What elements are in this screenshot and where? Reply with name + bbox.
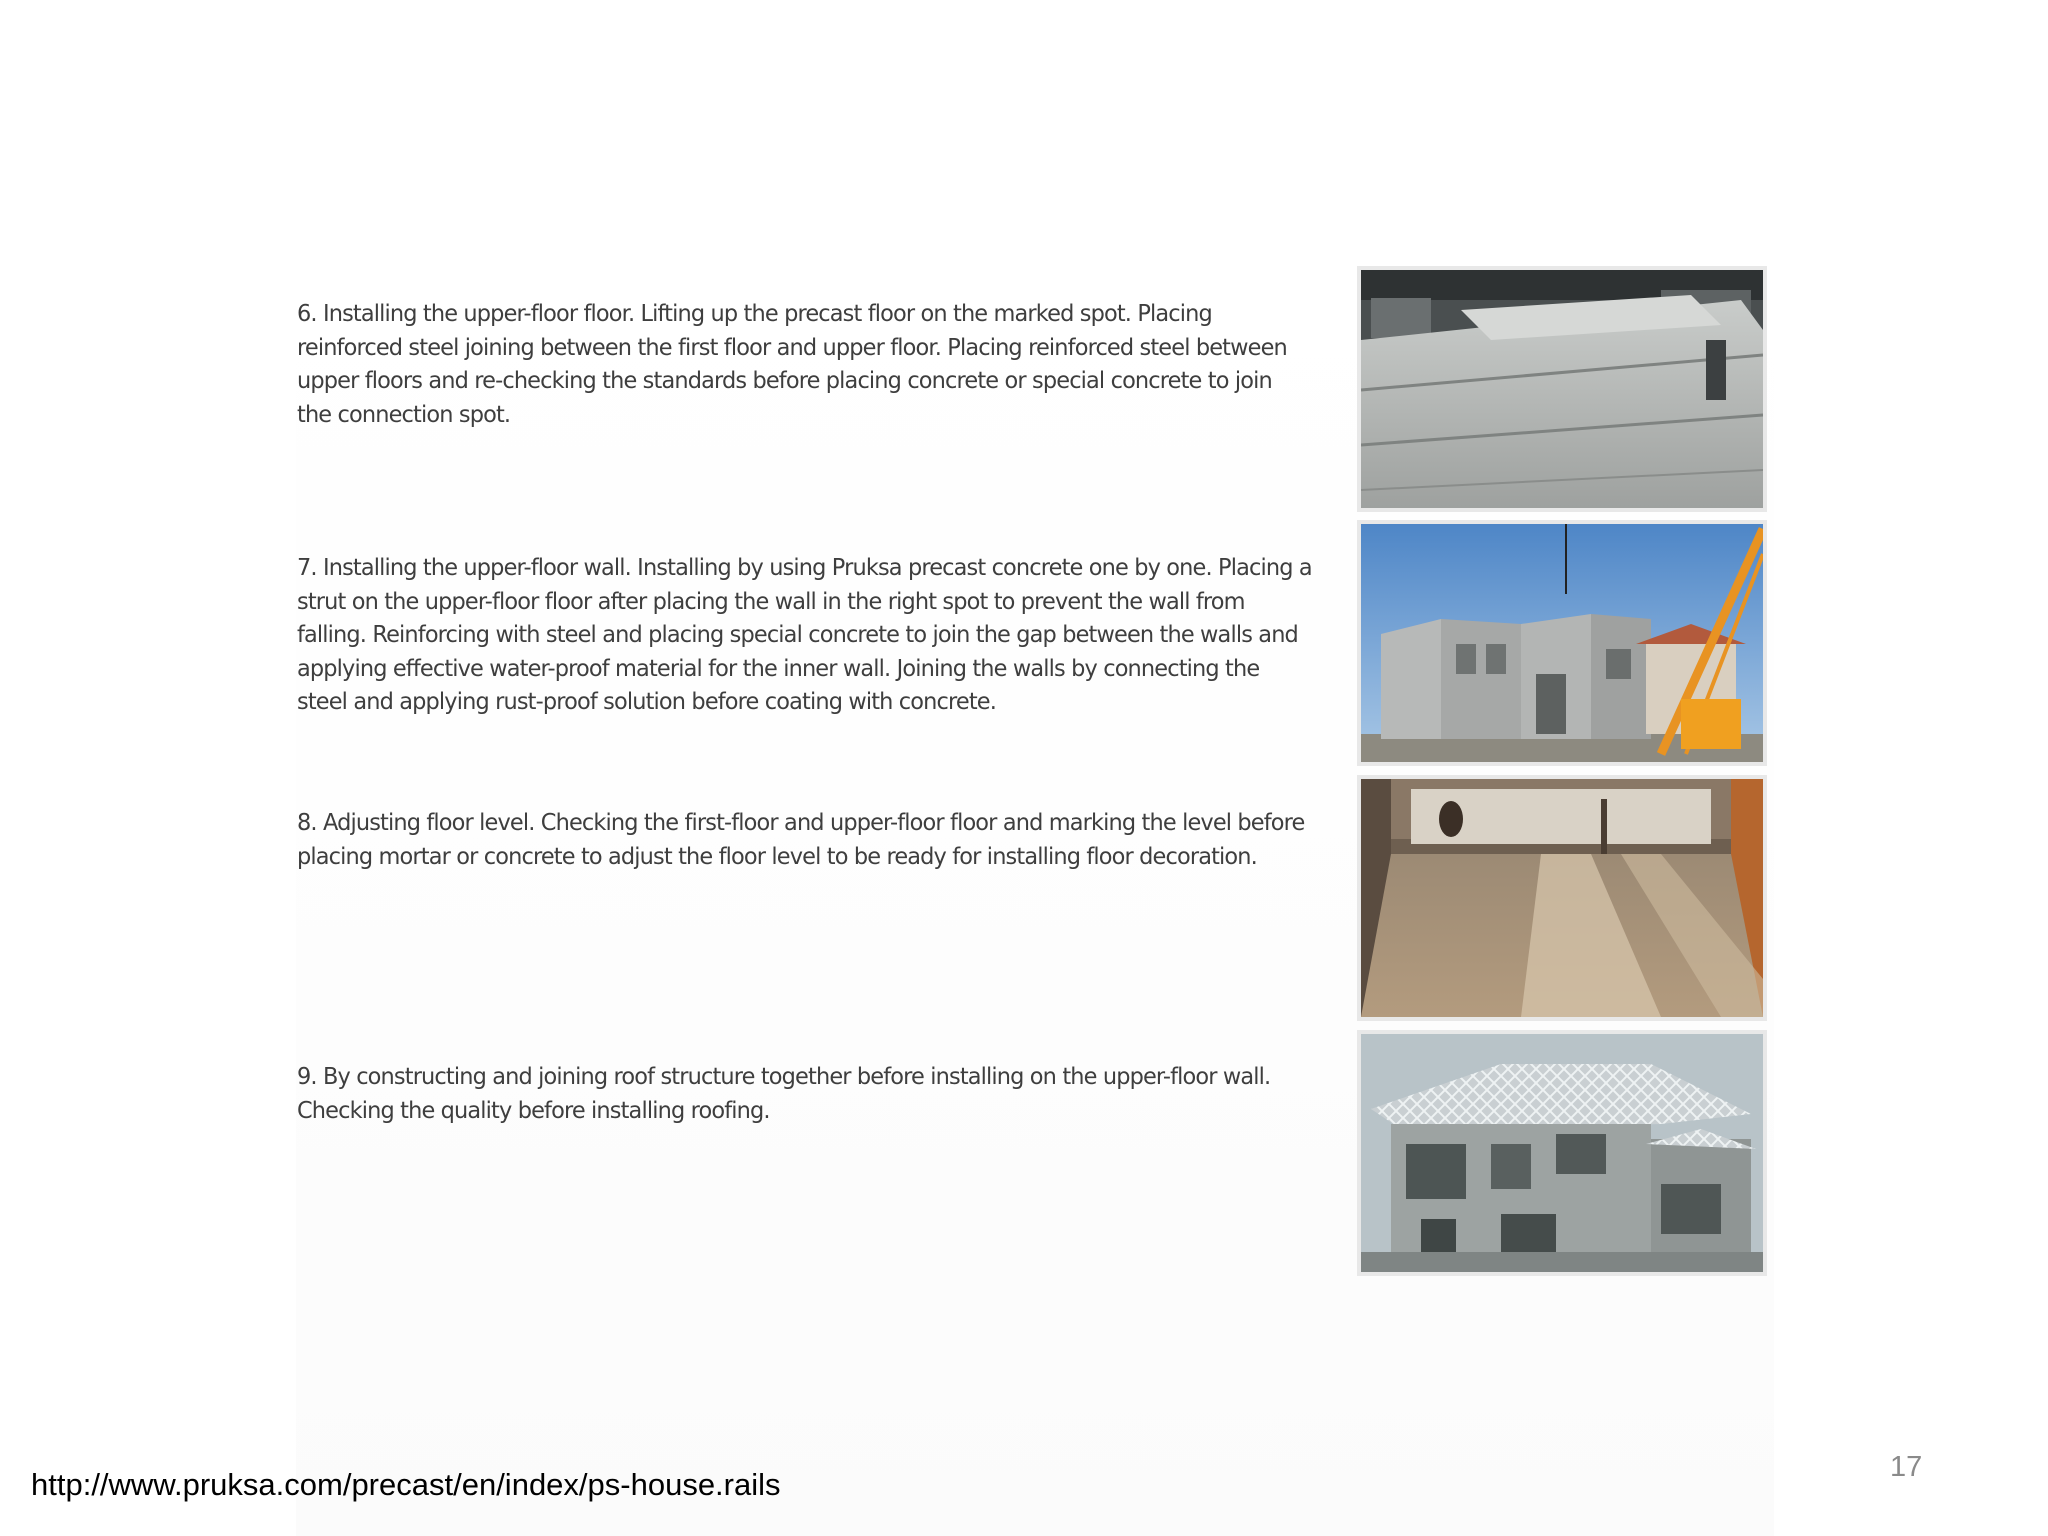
roof-structure-photo-icon [1361, 1034, 1763, 1272]
step-9-photo [1357, 1030, 1767, 1276]
source-url: http://www.pruksa.com/precast/en/index/ps-house.rails [31, 1467, 781, 1502]
step-6-text: 6. Installing the upper-floor floor. Lifting up the precast floor on the marked spot. Placing reinforced steel joining between the first floor and upper floor. Placing reinforced steel between upper floors and re-checking the standards before placing concrete or special concrete to join the connection spot. [297, 299, 1287, 428]
step-7-photo [1357, 520, 1767, 766]
floor-leveling-photo-icon [1361, 779, 1763, 1017]
precast-floor-slab-photo-icon [1361, 270, 1763, 508]
step-8-photo [1357, 775, 1767, 1021]
crane-wall-installation-photo-icon [1361, 524, 1763, 762]
step-6-photo [1357, 266, 1767, 512]
step-7-text: 7. Installing the upper-floor wall. Installing by using Pruksa precast concrete one by one. Placing a strut on the upper-floor floor after placing the wall in the right spot to prevent the wall from falling. Reinforcing with steel and placing special concrete to join the gap between the walls and applying effective water-proof material for the inner wall. Joining the walls by connecting the steel and applying rust-proof solution before coating with concrete. [297, 553, 1312, 716]
step-9-text: 9. By constructing and joining roof structure together before installing on the upper-floor wall. Checking the quality before installing roofing. [297, 1062, 1271, 1124]
step-8-text: 8. Adjusting floor level. Checking the first-floor and upper-floor floor and marking the level before placing mortar or concrete to adjust the floor level to be ready for installing floor decoration. [297, 808, 1305, 870]
page-number: 17 [1890, 1451, 1923, 1483]
